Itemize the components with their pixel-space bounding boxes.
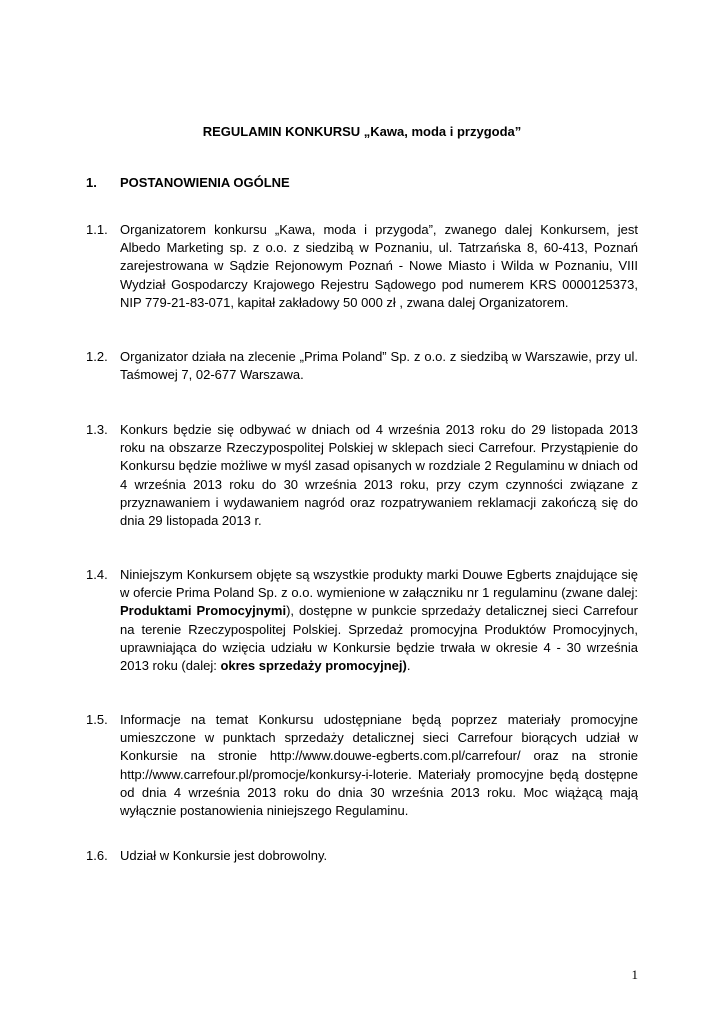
paragraph-1-1 <box>86 221 638 312</box>
paragraph-text: Konkurs będzie się odbywać w dniach od 4 września 2013 roku do 29 listopada 2013 roku na obszarze Rzeczypospolitej Polskiej w sklepach sieci Carrefour. Przystąpienie do Konkursu będzie możliwe w myśl zasad opisanych w rozdziale 2 Regulaminu w dniach od 4 września 2013 roku do 30 września 2013 roku, przy czym czynności związane z przyznawaniem i wydawaniem nagród oraz rozpatrywaniem reklamacji zakończą się do dnia 29 listopada 2013 r. <box>120 422 638 529</box>
section-number: 1. <box>86 175 97 190</box>
text-segment: . <box>406 658 411 674</box>
section-title: POSTANOWIENIA OGÓLNE <box>120 175 290 190</box>
text-segment: Niniejszym Konkursem objęte są wszystkie produkty marki Douwe Egberts znajdujące się w ofercie Prima Poland Sp. z o.o. wymienione w załączniku nr 1 regulaminu (zwane dalej: <box>120 567 638 601</box>
text-segment: ), dostępne w punkcie sprzedaży detalicznej sieci Carrefour na terenie Rzeczypospolitej Polskiej. Sprzedaż promocyjna Produktów Promocyjnych, uprawniająca do wzięcia udziału w Konkursie będzie trwała w okresie 4 - 30 września 2013 roku (dalej: <box>120 603 638 674</box>
paragraph-text: Organizatorem konkursu „Kawa, moda i przygoda”, zwanego dalej Konkursem, jest Albedo Marketing sp. z o.o. z siedzibą w Poznaniu, ul. Tatrzańska 8, 60-413, Poznań zarejestrowana w Sądzie Rejonowym Poznań - Nowe Miasto i Wilda w Poznaniu, VIII Wydział Gospodarczy Krajowego Rejestru Sądowego pod numerem KRS 0000125373, NIP 779-21-83-071, kapitał zakładowy 50 000 zł , zwana dalej Organizatorem. <box>120 222 638 310</box>
section-heading <box>86 174 290 191</box>
paragraph-text: Udział w Konkursie jest dobrowolny. <box>120 848 328 863</box>
paragraph-text: Informacje na temat Konkursu udostępniane będą poprzez materiały promocyjne umieszczone w punktach sprzedaży detalicznej sieci Carrefour biorących udział w Konkursie na stronie http://www.douwe-egberts.com.pl/carrefour/ oraz na stronie http://www.carrefour.pl/promocje/konkursy-i-loterie. Materiały promocyjne będą dostępne od dnia 4 września 2013 roku do dnia 30 września 2013 roku. Moc wiążącą mają wyłącznie postanowienia niniejszego Regulaminu. <box>120 712 638 819</box>
bold-term-okres: okres sprzedaży promocyjnej) <box>220 658 407 674</box>
paragraph-number: 1.2. <box>86 349 108 364</box>
document-title: REGULAMIN KONKURSU „Kawa, moda i przygoda” <box>202 124 522 139</box>
bold-term-produkty: Produktami Promocyjnymi <box>120 603 287 619</box>
paragraph-1-2 <box>86 348 638 384</box>
paragraph-number: 1.6. <box>86 848 108 863</box>
paragraph-number: 1.1. <box>86 222 108 237</box>
page-number: 1 <box>631 967 638 982</box>
paragraph-1-6 <box>86 847 638 865</box>
paragraph-text: Organizator działa na zlecenie „Prima Poland” Sp. z o.o. z siedzibą w Warszawie, przy ul. Taśmowej 7, 02-677 Warszawa. <box>120 349 638 383</box>
paragraph-1-4 <box>86 566 638 675</box>
paragraph-number: 1.3. <box>86 422 108 437</box>
paragraph-1-3 <box>86 421 638 530</box>
paragraph-text <box>120 566 638 675</box>
paragraph-1-5 <box>86 711 638 820</box>
paragraph-number: 1.4. <box>86 567 108 582</box>
paragraph-number: 1.5. <box>86 712 108 727</box>
